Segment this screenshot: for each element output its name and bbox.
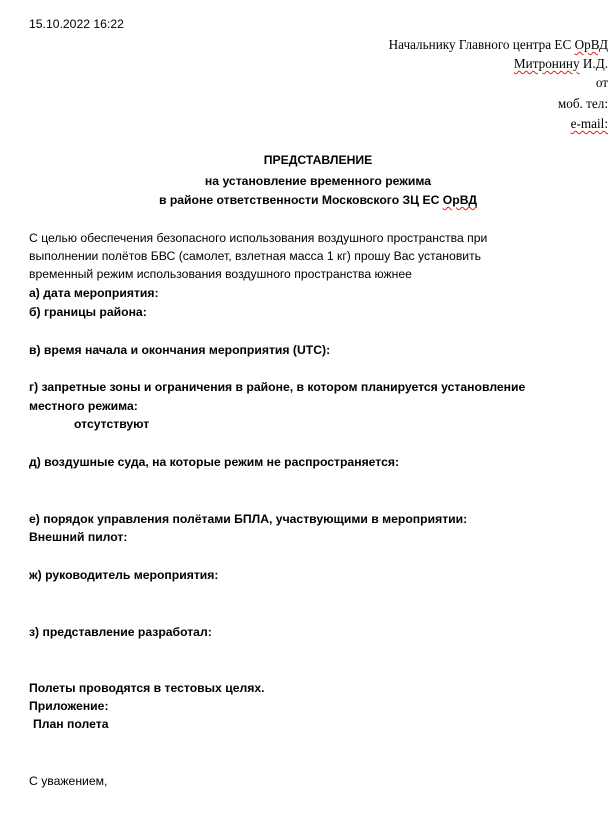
item-z-author: з) представление разработал: [29,625,212,639]
purpose-statement: Полеты проводятся в тестовых целях. [29,681,265,695]
print-timestamp: 15.10.2022 16:22 [29,17,124,31]
attachment-label: Приложение: [29,699,109,713]
sender-email-text: e-mail: [570,116,608,131]
item-zh-supervisor: ж) руководитель мероприятия: [29,568,219,582]
item-e-value: Внешний пилот: [29,530,128,544]
document-subtitle: на установление временного режима [204,174,432,188]
document-subtitle-2-abbrev: ОрВД [442,193,478,207]
intro-line-3: временный режим использования воздушного пространства южнее [29,267,412,281]
intro-line-1: С целью обеспечения безопасного использования воздушного пространства при [29,231,488,245]
attachment-item: План полета [33,717,109,731]
item-v-time: в) время начала и окончания мероприятия (UTC): [29,343,331,357]
addressee-initials: И.Д. [579,56,608,71]
sender-from-label: от [595,75,608,90]
sender-phone-label: моб. тел: [557,96,608,111]
item-e-control-procedure: е) порядок управления полётами БПЛА, участвующими в мероприятии: [29,512,468,526]
item-d-exempt-aircraft: д) воздушные суда, на которые режим не распространяется: [29,455,400,469]
addressee-line-1-text: Начальнику Главного центра ЕС [388,37,575,52]
closing-regards: С уважением, [29,774,108,788]
document-title: ПРЕДСТАВЛЕНИЕ [263,153,373,167]
addressee-org-abbrev: ОрВД [574,37,608,52]
item-b-boundaries: б) границы района: [29,305,147,319]
intro-line-2: выполнении полётов БВС (самолет, взлетная масса 1 кг) прошу Вас установить [29,249,482,263]
item-a-date: а) дата мероприятия: [29,286,159,300]
addressee-line-2 [514,56,608,71]
document-subtitle-2-text: в районе ответственности Московского ЗЦ ЕС [158,193,443,207]
addressee-line-1 [389,37,608,52]
sender-email-label [571,116,608,131]
item-g-value: отсутствуют [74,417,150,431]
addressee-surname: Митронину [513,56,580,71]
item-g-restricted-zones: г) запретные зоны и ограничения в районе, в котором планируется установление [29,380,526,394]
document-subtitle-2 [0,193,616,208]
item-g-restricted-zones-cont: местного режима: [29,399,138,413]
